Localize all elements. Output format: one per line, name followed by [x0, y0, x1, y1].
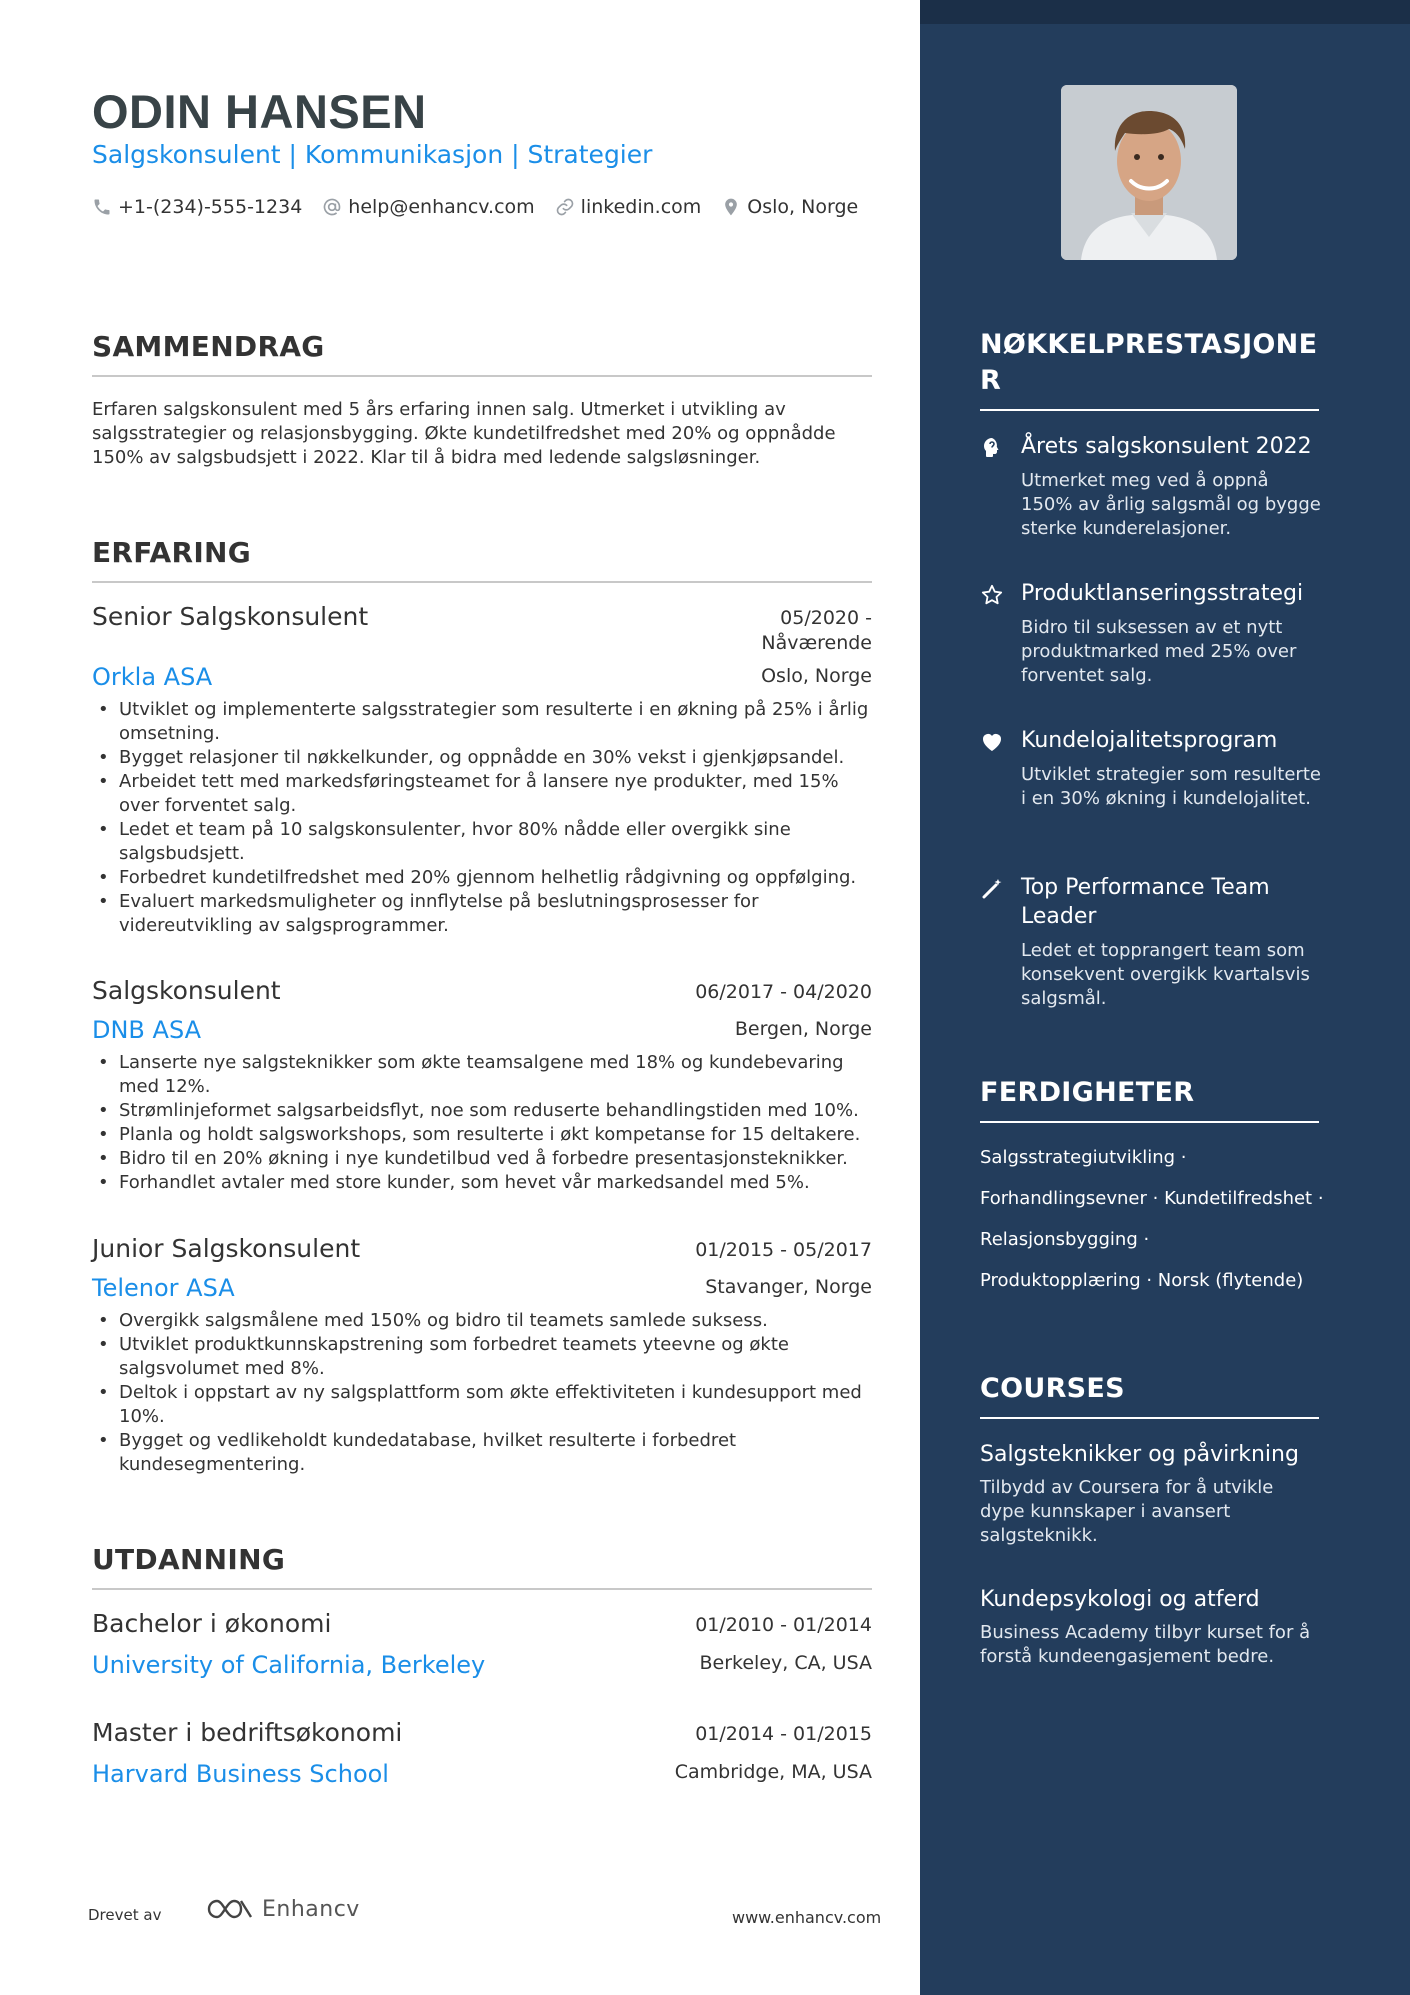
skills-heading: FERDIGHETER	[980, 1075, 1319, 1123]
summary-text: Erfaren salgskonsulent med 5 års erfaring innen salg. Utmerket i utvikling av salgsstrategier og relasjonsbygging. Økte kundetilfredshet med 20% og oppnådde 150% av salgsbudsjett i 2022. Klar til å bidra med ledende salgsløsninger.	[92, 399, 836, 468]
job-bullet: • Planla og holdt salgsworkshops, som resulterte i økt kompetanse for 15 deltakere.	[92, 1123, 872, 1147]
job-location: Oslo, Norge	[761, 665, 872, 687]
job-bullet: • Deltok i oppstart av ny salgsplattform som økte effektiviteten i kundesupport med 10%.	[92, 1381, 872, 1429]
job-date: 01/2015 - 05/2017	[695, 1239, 872, 1261]
company-name: DNB ASA	[92, 1016, 202, 1044]
job-date: 06/2017 - 04/2020	[695, 981, 872, 1003]
job-bullet: • Bidro til en 20% økning i nye kundetilbud ved å forbedre presentasjonsteknikker.	[92, 1147, 872, 1171]
skill-line: Produktopplæring · Norsk (flytende)	[980, 1270, 1304, 1291]
location-text: Oslo, Norge	[747, 196, 859, 218]
job-title: Salgskonsulent	[92, 976, 281, 1005]
skill-line: Relasjonsbygging ·	[980, 1229, 1150, 1250]
education-heading: UTDANNING	[92, 1543, 872, 1590]
location-pin-icon	[721, 197, 741, 217]
job-date	[761, 606, 872, 656]
school-location: Cambridge, MA, USA	[674, 1761, 872, 1783]
star-icon	[980, 583, 1004, 607]
course-title: Kundepsykologi og atferd	[980, 1587, 1260, 1612]
job-bullet: • Bygget og vedlikeholdt kundedatabase, hvilket resulterte i forbedret kundesegmentering.	[92, 1429, 872, 1477]
job-title: Senior Salgskonsulent	[92, 602, 369, 631]
footer-brand[interactable]	[206, 1896, 360, 1922]
contact-email[interactable]	[322, 196, 534, 218]
footer-powered-by: Drevet av	[88, 1906, 162, 1924]
phone-icon	[92, 197, 112, 217]
achievement-title: Top Performance Team Leader	[1021, 875, 1270, 929]
sidebar-top-strip	[920, 0, 1410, 24]
course-title: Salgsteknikker og påvirkning	[980, 1442, 1299, 1467]
job-bullets	[92, 698, 872, 938]
school-location: Berkeley, CA, USA	[699, 1652, 872, 1674]
achievement-title: Produktlanseringsstrategi	[1021, 581, 1304, 606]
link-text: linkedin.com	[580, 196, 702, 218]
job-date-end: Nåværende	[761, 632, 872, 654]
skill-line: Salgsstrategiutvikling ·	[980, 1147, 1187, 1168]
contact-location	[721, 196, 858, 218]
contact-link[interactable]	[555, 196, 702, 218]
course-desc: Tilbydd av Coursera for å utvikle dype kunnskaper i avansert salgsteknikk.	[980, 1477, 1274, 1546]
job-bullet: • Utviklet og implementerte salgsstrategier som resulterte i en økning på 25% i årlig omsetning.	[92, 698, 872, 746]
school-name: University of California, Berkeley	[92, 1651, 486, 1679]
summary-heading: SAMMENDRAG	[92, 330, 872, 377]
job-bullet: • Bygget relasjoner til nøkkelkunder, og oppnådde en 30% vekst i gjenkjøpsandel.	[92, 746, 872, 770]
tagline: Salgskonsulent | Kommunikasjon | Strategier	[92, 140, 653, 169]
courses-heading: COURSES	[980, 1371, 1319, 1419]
job-bullet: • Forhandlet avtaler med store kunder, som hevet vår markedsandel med 5%.	[92, 1171, 872, 1195]
achievement-desc: Bidro til suksessen av et nytt produktmarked med 25% over forventet salg.	[1021, 617, 1297, 686]
brain-icon	[980, 436, 1004, 460]
achievement-title: Kundelojalitetsprogram	[1021, 728, 1278, 753]
school-name: Harvard Business School	[92, 1760, 389, 1788]
education-date: 01/2014 - 01/2015	[695, 1723, 872, 1745]
job-location: Stavanger, Norge	[705, 1276, 872, 1298]
brand-name: Enhancv	[262, 1896, 360, 1922]
job-bullet: • Overgikk salgsmålene med 150% og bidro til teamets samlede suksess.	[92, 1309, 872, 1333]
experience-heading: ERFARING	[92, 536, 872, 583]
education-date: 01/2010 - 01/2014	[695, 1614, 872, 1636]
footer-url[interactable]: www.enhancv.com	[732, 1908, 882, 1927]
magic-wand-icon	[980, 877, 1004, 901]
achievement-title: Årets salgskonsulent 2022	[1021, 434, 1312, 459]
job-location: Bergen, Norge	[734, 1018, 872, 1040]
sidebar	[920, 0, 1410, 1995]
job-bullet: • Arbeidet tett med markedsføringsteamet for å lansere nye produkter, med 15% over forventet salg.	[92, 770, 872, 818]
degree-title: Master i bedriftsøkonomi	[92, 1718, 403, 1747]
job-bullet: • Ledet et team på 10 salgskonsulenter, hvor 80% nådde eller overgikk sine salgsbudsjett.	[92, 818, 872, 866]
link-icon	[555, 197, 575, 217]
degree-title: Bachelor i økonomi	[92, 1609, 332, 1638]
at-icon	[322, 197, 342, 217]
job-bullets	[92, 1309, 872, 1477]
job-title: Junior Salgskonsulent	[92, 1234, 361, 1263]
enhancv-logo-icon	[206, 1896, 254, 1922]
email-text: help@enhancv.com	[348, 196, 535, 218]
achievement-desc: Utviklet strategier som resulterte i en 30% økning i kundelojalitet.	[1021, 764, 1321, 809]
job-bullet: • Strømlinjeformet salgsarbeidsflyt, noe som reduserte behandlingstiden med 10%.	[92, 1099, 872, 1123]
job-date-start: 05/2020 -	[780, 607, 872, 629]
company-name: Orkla ASA	[92, 663, 213, 691]
achievement-desc: Utmerket meg ved å oppnå 150% av årlig salgsmål og bygge sterke kunderelasjoner.	[1021, 470, 1321, 539]
skills-list	[980, 1146, 1340, 1310]
avatar	[1061, 85, 1237, 260]
contact-phone[interactable]	[92, 196, 302, 218]
course-desc: Business Academy tilbyr kurset for å forstå kundeengasjement bedre.	[980, 1622, 1311, 1667]
candidate-name: ODIN HANSEN	[92, 85, 427, 138]
job-bullet: • Lanserte nye salgsteknikker som økte teamsalgene med 18% og kundebevaring med 12%.	[92, 1051, 872, 1099]
achievements-heading: NØKKELPRESTASJONER	[980, 327, 1319, 411]
phone-text: +1-(234)-555-1234	[118, 196, 303, 218]
company-name: Telenor ASA	[92, 1274, 235, 1302]
skill-line: Forhandlingsevner · Kundetilfredshet ·	[980, 1188, 1324, 1209]
contact-bar	[92, 196, 878, 218]
job-bullet: • Utviklet produktkunnskapstrening som forbedret teamets yteevne og økte salgsvolumet med 8%.	[92, 1333, 872, 1381]
job-bullet: • Forbedret kundetilfredshet med 20% gjennom helhetlig rådgivning og oppfølging.	[92, 866, 872, 890]
achievement-desc: Ledet et topprangert team som konsekvent overgikk kvartalsvis salgsmål.	[1021, 940, 1310, 1009]
heart-icon	[980, 730, 1004, 754]
profile-photo	[1061, 85, 1237, 260]
job-bullets	[92, 1051, 872, 1195]
job-bullet: • Evaluert markedsmuligheter og innflytelse på beslutningsprosesser for videreutvikling av salgsprogrammer.	[92, 890, 872, 938]
